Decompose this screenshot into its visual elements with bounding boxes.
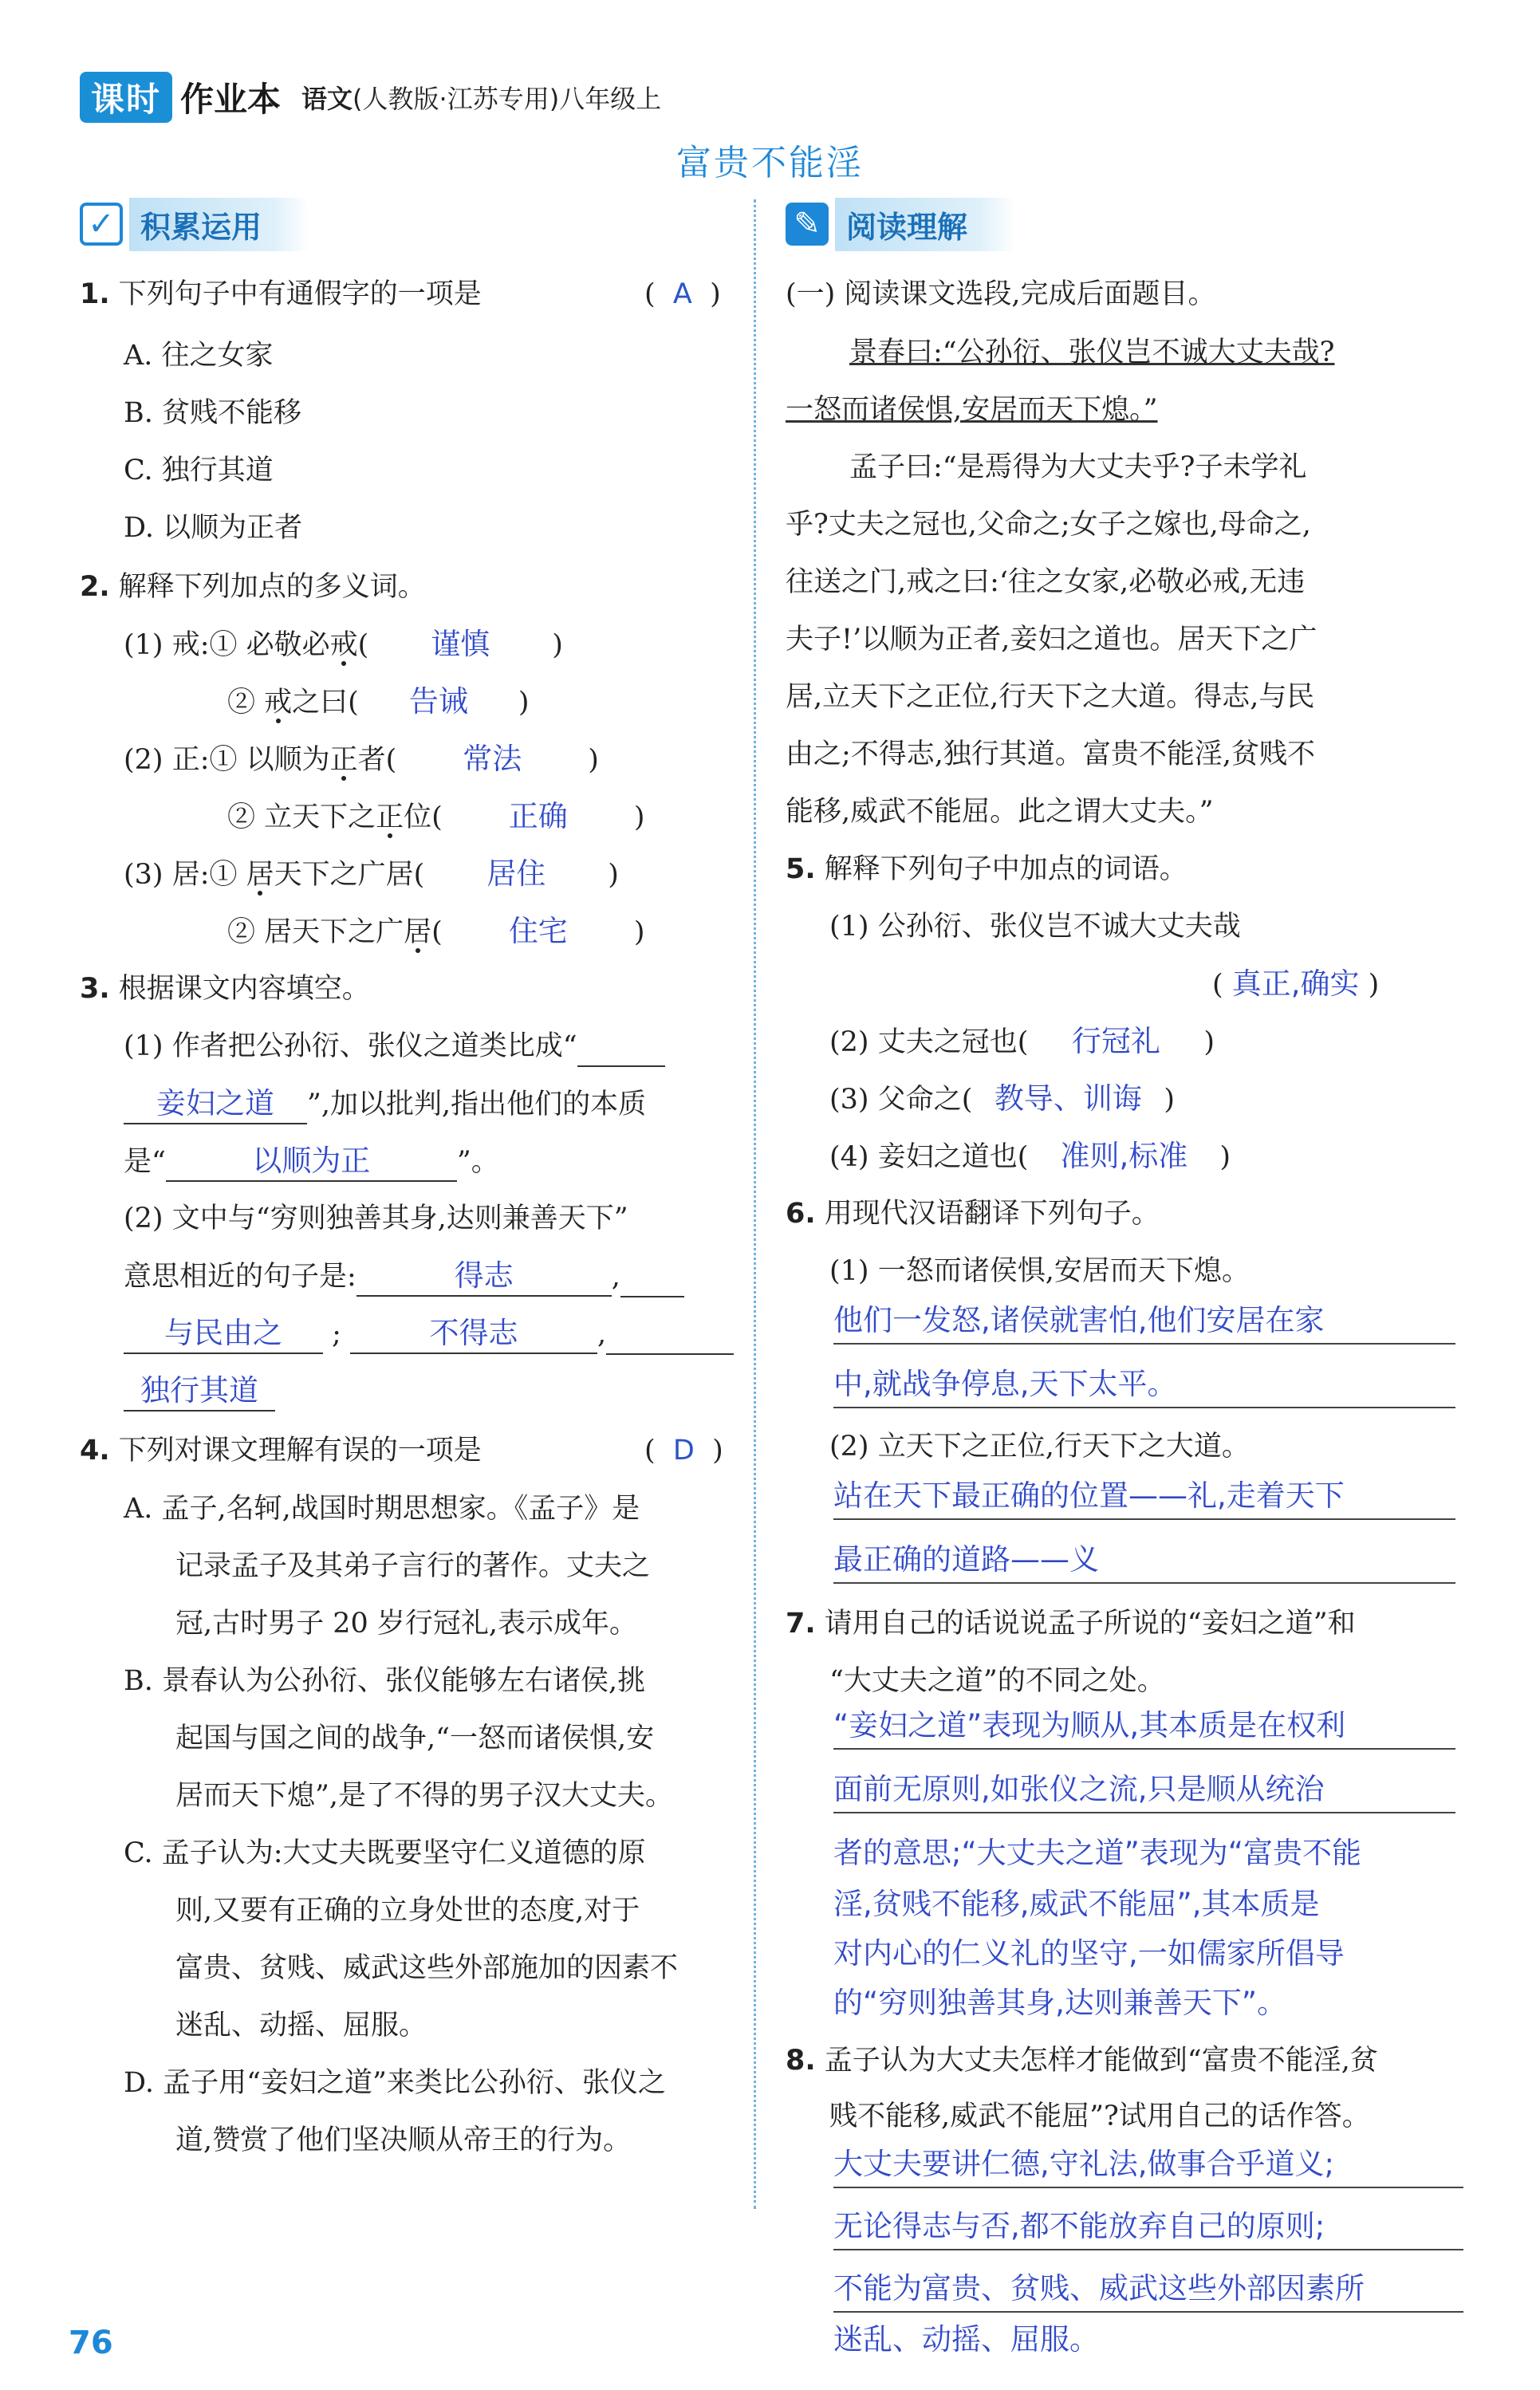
question-4: 4. 下列对课文理解有误的一项是 (80, 1435, 482, 1467)
q8-answer-line: 无论得志与否,都不能放弃自己的原则; (833, 2209, 1325, 2243)
question-6: 6. 用现代汉语翻译下列句子。 (786, 1198, 1160, 1230)
answer-rule (833, 1343, 1455, 1345)
q3-part2-line1: (2) 文中与“穷则独善其身,达则兼善天下” (124, 1203, 628, 1234)
q4-text: 道,赞赏了他们坚决顺从帝王的行为。 (175, 2124, 632, 2156)
section-header-accumulation (80, 199, 309, 249)
q6-answer-line: 站在天下最正确的位置——礼,走着天下 (833, 1478, 1345, 1513)
question-8-cont: 贱不能移,威武不能屈”?试用自己的话作答。 (829, 2101, 1370, 2132)
answer-rule (833, 2187, 1463, 2188)
q3-part1-line2: 妾妇之道 ”,加以批判,指出他们的本质 (124, 1085, 646, 1124)
q3-part2-line4: 独行其道 (124, 1372, 275, 1412)
q5-item-3: (3) 父命之( 教导、训诲 ) (829, 1081, 1176, 1116)
pencil-icon: ✎ (786, 203, 829, 246)
q4-text: 冠,古时男子 20 岁行冠礼,表示成年。 (175, 1608, 638, 1640)
q4-text: 则,又要有正确的立身处世的态度,对于 (175, 1895, 640, 1927)
q4-text: D. 孟子用“妾妇之道”来类比公孙衍、张仪之 (124, 2067, 666, 2099)
q4-text: B. 景春认为公孙衍、张仪能够左右诸侯,挑 (124, 1665, 646, 1697)
q7-answer-line: 面前无原则,如张仪之流,只是顺从统治 (833, 1772, 1325, 1806)
q6-answer-line: 最正确的道路——义 (833, 1542, 1099, 1577)
q7-answer-line: 者的意思;“大丈夫之道”表现为“富贵不能 (833, 1836, 1361, 1870)
answer-rule (833, 1407, 1455, 1408)
passage-line: 乎?丈夫之冠也,父命之;女子之嫁也,母命之, (786, 509, 1311, 541)
q4-text: A. 孟子,名轲,战国时期思想家。《孟子》是 (124, 1493, 640, 1525)
column-divider (754, 199, 756, 2209)
subject-info: 语文(人教版·江苏专用)八年级上 (301, 84, 662, 114)
q4-text: 起国与国之间的战争,“一怒而诸侯惧,安 (175, 1723, 655, 1754)
option: D. 以顺为正者 (124, 512, 303, 544)
q3-part2-line3: 与民由之 ; 不得志 , (124, 1314, 734, 1355)
question-1: 1. 下列句子中有通假字的一项是 (80, 278, 482, 310)
brand-name: 作业本 (180, 80, 282, 119)
passage-line: 孟子曰:“是焉得为大丈夫乎?子未学礼 (849, 451, 1307, 483)
q3-part2-line2: 意思相近的句子是: 得志 , (124, 1257, 684, 1297)
q2-item-4: ② 立天下之正位( 正确 ) (227, 799, 645, 833)
q6-answer-line: 他们一发怒,诸侯就害怕,他们安居在家 (833, 1303, 1325, 1337)
answer-q1: A (672, 278, 692, 310)
q2-item-3: (2) 正:① 以顺为正者( 常法 ) (124, 742, 599, 776)
page-number: 76 (69, 2325, 113, 2361)
answer-rule (833, 2249, 1463, 2250)
q7-answer-line: 对内心的仁义礼的坚守,一如儒家所倡导 (833, 1936, 1345, 1971)
q4-text: C. 孟子认为:大丈夫既要坚守仁义道德的原 (124, 1837, 646, 1869)
passage-line: 由之;不得志,独行其道。富贵不能淫,贫贱不 (786, 738, 1316, 770)
q3-part1-line1: (1) 作者把公孙衍、张仪之道类比成“ (124, 1027, 665, 1067)
section-label: 阅读理解 (835, 198, 1015, 251)
question-7: 7. 请用自己的话说说孟子所说的“妾妇之道”和 (786, 1608, 1356, 1640)
q4-text: 居而天下熄”,是了不得的男子汉大丈夫。 (175, 1780, 674, 1812)
option: B. 贫贱不能移 (124, 397, 301, 429)
q7-answer-line: “妾妇之道”表现为顺从,其本质是在权利 (833, 1708, 1346, 1742)
q4-text: 记录孟子及其弟子言行的著作。丈夫之 (175, 1550, 651, 1582)
passage-line: 往送之门,戒之曰:‘往之女家,必敬必戒,无违 (786, 566, 1306, 598)
question-8: 8. 孟子认为大丈夫怎样才能做到“富贵不能淫,贫 (786, 2045, 1378, 2077)
q8-answer-line: 迷乱、动摇、屈服。 (833, 2322, 1099, 2357)
answer-rule (833, 1518, 1455, 1520)
section-label: 积累运用 (129, 198, 309, 251)
q6-sentence-1: (1) 一怒而诸侯惧,安居而天下熄。 (829, 1255, 1250, 1287)
passage-line: 一怒而诸侯惧,安居而天下熄。” (786, 394, 1158, 426)
reading-intro: (一) 阅读课文选段,完成后面题目。 (786, 278, 1216, 310)
answer-q4: D (672, 1435, 695, 1467)
answer-bracket-1: ( A ) (644, 278, 721, 310)
header (80, 73, 661, 121)
answer-rule (833, 1582, 1455, 1584)
answer-rule (833, 1748, 1455, 1750)
answer-bracket-4: ( D ) (644, 1435, 723, 1467)
q7-answer-line: 淫,贫贱不能移,威武不能屈”,其本质是 (833, 1887, 1320, 1921)
answer-rule (833, 2311, 1463, 2313)
q2-item-2: ② 戒之曰( 告诫 ) (227, 684, 530, 719)
passage-line: 能移,威武不能屈。此之谓大丈夫。” (786, 796, 1214, 828)
q7-answer-line: 的“穷则独善其身,达则兼善天下”。 (833, 1986, 1287, 2020)
q2-item-1: (1) 戒:① 必敬必戒( 谨慎 ) (124, 627, 563, 661)
q3-part1-line3: 是“ 以顺为正 ”。 (124, 1142, 499, 1182)
question-3: 3. 根据课文内容填空。 (80, 973, 370, 1005)
option: A. 往之女家 (124, 340, 274, 372)
passage-line: 景春曰:“公孙衍、张仪岂不诚大丈夫哉? (849, 337, 1335, 368)
question-5: 5. 解释下列句子中加点的词语。 (786, 853, 1187, 885)
q2-item-5: (3) 居:① 居天下之广居( 居住 ) (124, 856, 619, 891)
section-header-reading (786, 199, 1015, 249)
q8-answer-line: 大丈夫要讲仁德,守礼法,做事合乎道义; (833, 2147, 1334, 2181)
q8-answer-line: 不能为富贵、贫贱、威武这些外部因素所 (833, 2271, 1365, 2305)
q5-item-4: (4) 妾妇之道也( 准则,标准 ) (829, 1139, 1231, 1173)
option: C. 独行其道 (124, 455, 274, 486)
passage-line: 居,立天下之正位,行天下之大道。得志,与民 (786, 681, 1315, 713)
q4-text: 富贵、贫贱、威武这些外部施加的因素不 (175, 1952, 679, 1984)
q5-item-1: (1) 公孙衍、张仪岂不诚大丈夫哉 (829, 911, 1241, 943)
q4-text: 迷乱、动摇、屈服。 (175, 2010, 427, 2042)
q6-answer-line: 中,就战争停息,天下太平。 (833, 1367, 1177, 1401)
passage-line: 夫子!’以顺为正者,妾妇之道也。居天下之广 (786, 624, 1317, 656)
q5-answer-1: ( 真正,确实 ) (1212, 967, 1380, 1001)
q5-item-2: (2) 丈夫之冠也( 行冠礼 ) (829, 1024, 1215, 1058)
logo: 课时 (80, 72, 172, 123)
answer-rule (833, 1812, 1455, 1813)
q2-item-6: ② 居天下之广居( 住宅 ) (227, 914, 645, 948)
question-2: 2. 解释下列加点的多义词。 (80, 571, 426, 603)
checkmark-icon: ✓ (80, 203, 123, 246)
q6-sentence-2: (2) 立天下之正位,行天下之大道。 (829, 1431, 1250, 1463)
page-title: 富贵不能淫 (676, 143, 864, 183)
question-7-cont: “大丈夫之道”的不同之处。 (829, 1665, 1165, 1697)
